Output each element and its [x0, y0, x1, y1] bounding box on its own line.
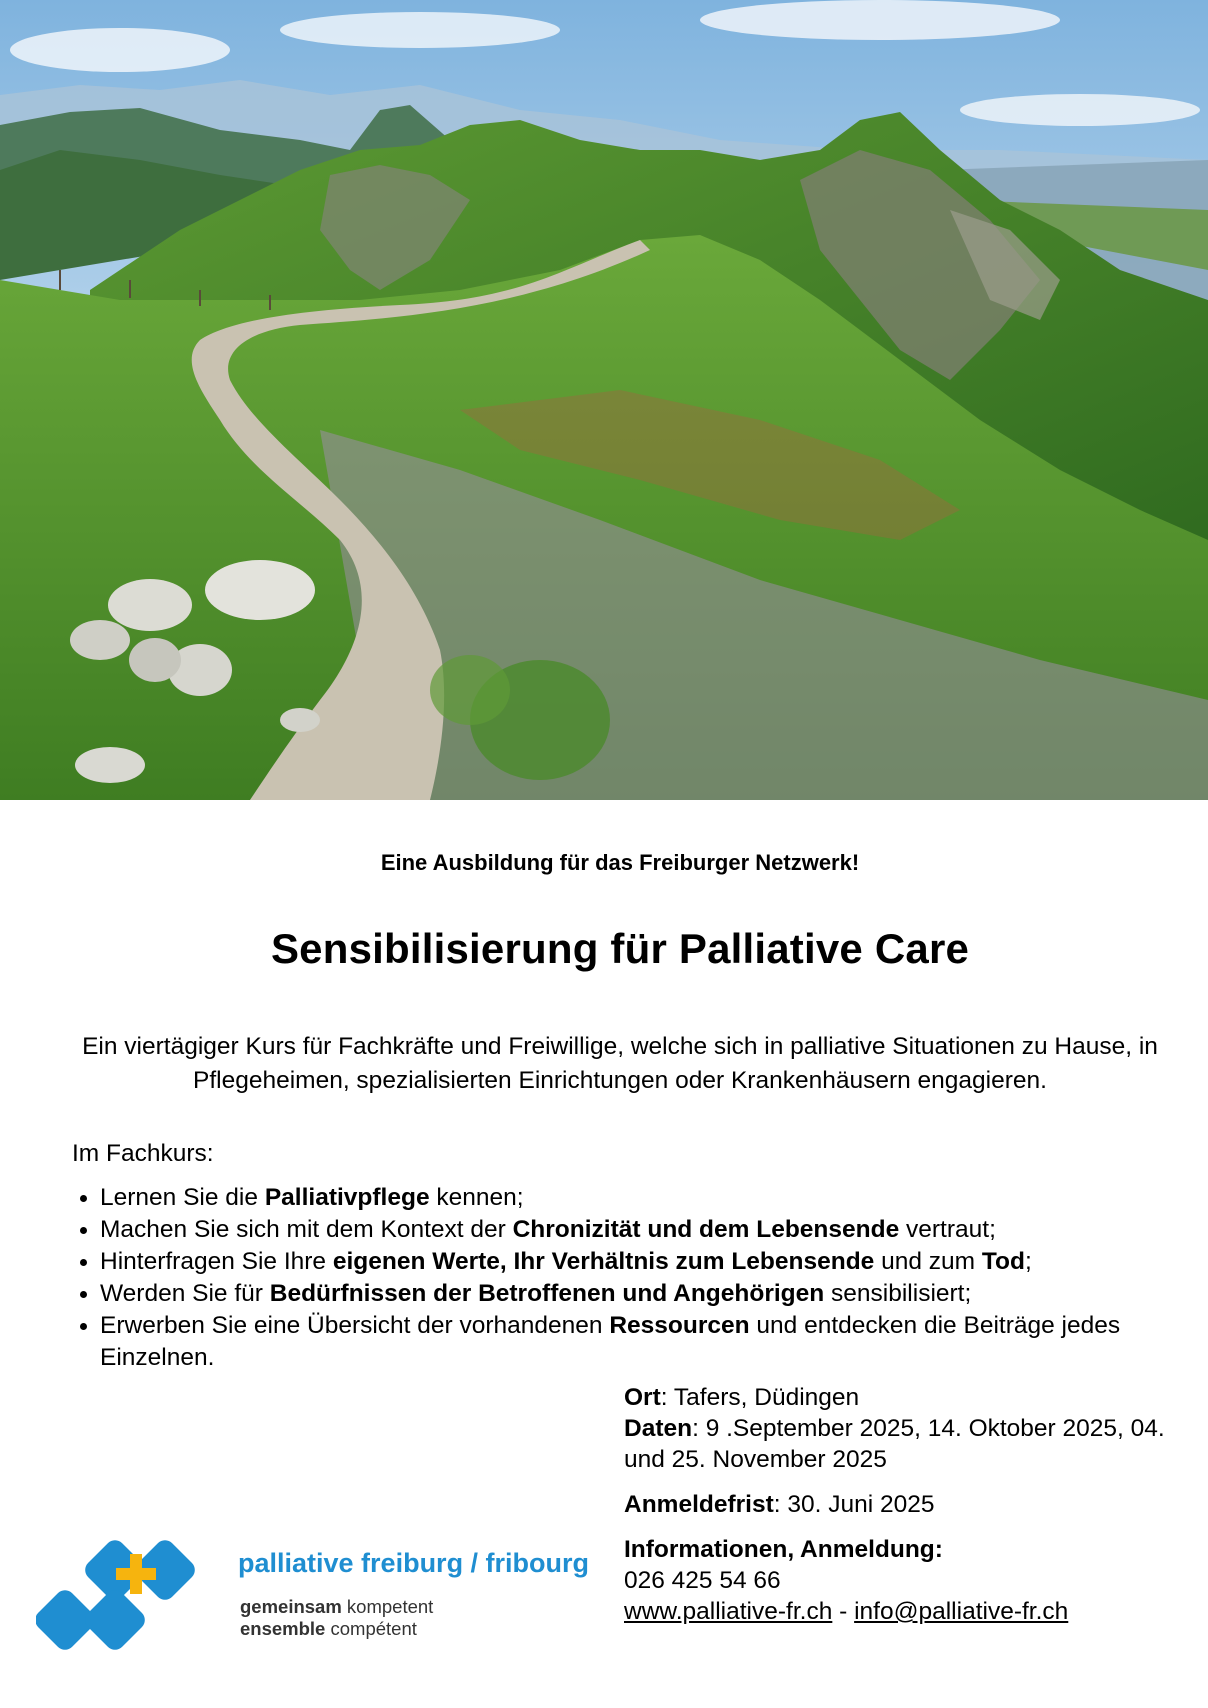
- contact-links: www.palliative-fr.ch - info@palliative-fr.ch: [624, 1598, 1069, 1625]
- website-link[interactable]: www.palliative-fr.ch: [624, 1598, 833, 1625]
- location-label: Ort: [624, 1384, 661, 1411]
- list-item: Werden Sie für Bedürfnissen der Betroffenen und Angehörigen sensibilisiert;: [78, 1278, 1158, 1310]
- contact-heading: Informationen, Anmeldung:: [624, 1536, 943, 1563]
- deadline-value: : 30. Juni 2025: [773, 1491, 935, 1518]
- palliative-logo-icon: [36, 1540, 216, 1680]
- page-title: Sensibilisierung für Palliative Care: [270, 925, 970, 972]
- hero-mountain-photo: [0, 0, 1208, 800]
- deadline-label: Anmeldefrist: [624, 1491, 774, 1518]
- org-tagline: gemeinsam kompetent ensemble compétent: [240, 1596, 434, 1639]
- dates-value: : 9 .September 2025, 14. Oktober 2025, 04. und 25. November 2025: [624, 1415, 1165, 1473]
- email-link[interactable]: info@palliative-fr.ch: [854, 1598, 1069, 1625]
- list-item: Erwerben Sie eine Übersicht der vorhandenen Ressourcen und entdecken die Beiträge jedes Einzelnen.: [78, 1310, 1158, 1374]
- dates-line: [624, 1413, 1184, 1475]
- list-item: Machen Sie sich mit dem Kontext der Chronizität und dem Lebensende vertraut;: [78, 1214, 1158, 1246]
- org-name: palliative freiburg / fribourg: [238, 1548, 590, 1578]
- course-info: [624, 1382, 1184, 1627]
- course-goals-list: [78, 1182, 1158, 1374]
- location-line: [624, 1382, 1184, 1413]
- list-item: Hinterfragen Sie Ihre eigenen Werte, Ihr Verhältnis zum Lebensende und zum Tod;: [78, 1246, 1158, 1278]
- list-lead: Im Fachkurs:: [72, 1140, 214, 1167]
- list-item: Lernen Sie die Palliativpflege kennen;: [78, 1182, 1158, 1214]
- intro-paragraph: Ein viertägiger Kurs für Fachkräfte und Freiwillige, welche sich in palliative Situationen zu Hause, in Pflegeheimen, spezialisierten Einrichtungen oder Krankenhäusern engagieren.: [82, 1033, 1158, 1094]
- phone-number: 026 425 54 66: [624, 1567, 781, 1594]
- subtitle: Eine Ausbildung für das Freiburger Netzwerk!: [380, 850, 860, 875]
- location-value: : Tafers, Düdingen: [660, 1384, 860, 1411]
- deadline-line: [624, 1489, 1184, 1520]
- dates-label: Daten: [624, 1415, 693, 1442]
